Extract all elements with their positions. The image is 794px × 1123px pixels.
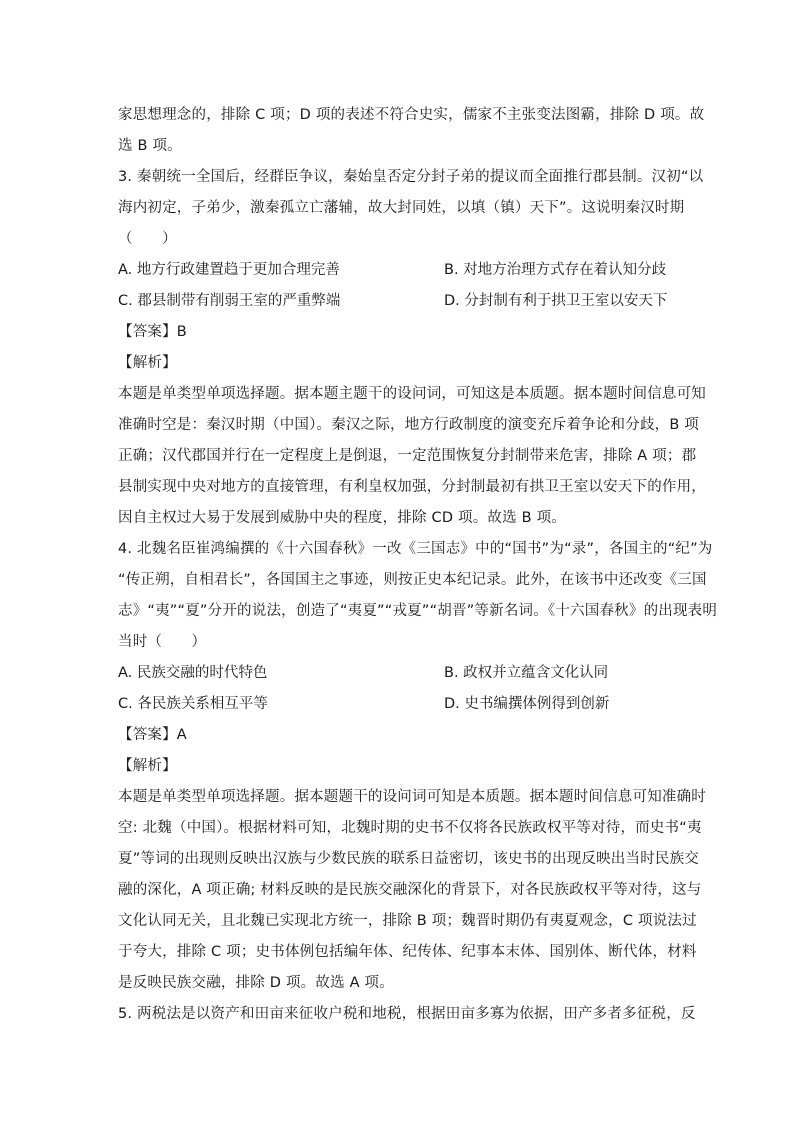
answer-line: 【答案】A (118, 727, 187, 743)
question-stem-line: 海内初定，子弟少，激秦孤立亡藩辅，故大封同姓，以填（镇）天下”。这说明秦汉时期 (118, 200, 685, 216)
analysis-line: 本题是单类型单项选择题。据本题主题干的设问词，可知这是本质题。据本题时间信息可知 (118, 386, 706, 402)
analysis-line: 空: 北魏（中国）。根据材料可知，北魏时期的史书不仅将各民族政权平等对待，而史书“夷 (118, 820, 702, 836)
option-d: D. 史书编撰体例得到创新 (444, 696, 610, 712)
analysis-line: 文化认同无关，且北魏已实现北方统一，排除 B 项；魏晋时期仍有夷夏观念，C 项说法过 (118, 913, 697, 929)
option-b: B. 政权并立蕴含文化认同 (444, 665, 609, 681)
question-stem-line: 志》“夷”“夏”分开的说法，创造了“夷夏”“戎夏”“胡晋”等新名词。《十六国春秋》的出现表明 (118, 603, 718, 619)
option-b: B. 对地方治理方式存在着认知分歧 (444, 262, 667, 278)
question-stem-line: （ ） (118, 231, 177, 247)
analysis-label: 【解析】 (118, 355, 177, 371)
question-4 (118, 534, 718, 999)
question-stem-line: 4. 北魏名臣崔鸿编撰的《十六国春秋》一改《三国志》中的“国书”为“录”，各国主的“纪”为 (118, 541, 713, 557)
option-d: D. 分封制有利于拱卫王室以安天下 (444, 293, 668, 309)
option-row (118, 255, 686, 286)
question-5 (118, 999, 696, 1030)
text-line: 选 B 项。 (118, 138, 182, 154)
answer-line: 【答案】B (118, 324, 187, 340)
text-line: 家思想理念的，排除 C 项；D 项的表述不符合史实，儒家不主张变法图霸，排除 D 项。故 (118, 107, 705, 123)
analysis-label: 【解析】 (118, 758, 177, 774)
option-row (118, 689, 686, 720)
option-row (118, 286, 686, 317)
question-3 (118, 162, 706, 534)
analysis-line: 是反映民族交融，排除 D 项。故选 A 项。 (118, 975, 394, 991)
analysis-line: 县制实现中央对地方的直接管理，有利皇权加强，分封制最初有拱卫王室以安天下的作用， (118, 479, 706, 495)
option-a: A. 民族交融的时代特色 (118, 665, 268, 681)
analysis-line: 本题是单类型单项选择题。据本题题干的设问词可知是本质题。据本题时间信息可知准确时 (118, 789, 706, 805)
analysis-line: 因自主权过大易于发展到威胁中央的程度，排除 CD 项。故选 B 项。 (118, 510, 566, 526)
analysis-line: 于夸大，排除 C 项；史书体例包括编年体、纪传体、纪事本末体、国别体、断代体，材料 (118, 944, 697, 960)
document-page (118, 100, 718, 1030)
option-c: C. 各民族关系相互平等 (118, 696, 268, 712)
analysis-line: 准确时空是：秦汉时期（中国）。秦汉之际，地方行政制度的演变充斥着争论和分歧，B 项 (118, 417, 700, 433)
analysis-line: 融的深化，A 项正确; 材料反映的是民族交融深化的背景下，对各民族政权平等对待，这与 (118, 882, 702, 898)
option-c: C. 郡县制带有削弱王室的严重弊端 (118, 293, 341, 309)
question-stem-line: 5. 两税法是以资产和田亩来征收户税和地税，根据田亩多寡为依据，田产多者多征税，反 (118, 1006, 696, 1022)
question-stem-line: 3. 秦朝统一全国后，经群臣争议，秦始皇否定分封子弟的提议而全面推行郡县制。汉初“以 (118, 169, 704, 185)
question-stem-line: “传正朔，自相君长”，各国国主之事迹，则按正史本纪记录。此外，在该书中还改变《三国 (118, 572, 707, 588)
analysis-line: 正确；汉代郡国并行在一定程度上是倒退，一定范围恢复分封制带来危害，排除 A 项；郡 (118, 448, 697, 464)
question-stem-line: 当时（ ） (118, 634, 207, 650)
analysis-line: 夏”等词的出现则反映出汉族与少数民族的联系日益密切，该史书的出现反映出当时民族交 (118, 851, 700, 867)
option-row (118, 658, 686, 689)
option-a: A. 地方行政建置趋于更加合理完善 (118, 262, 340, 278)
